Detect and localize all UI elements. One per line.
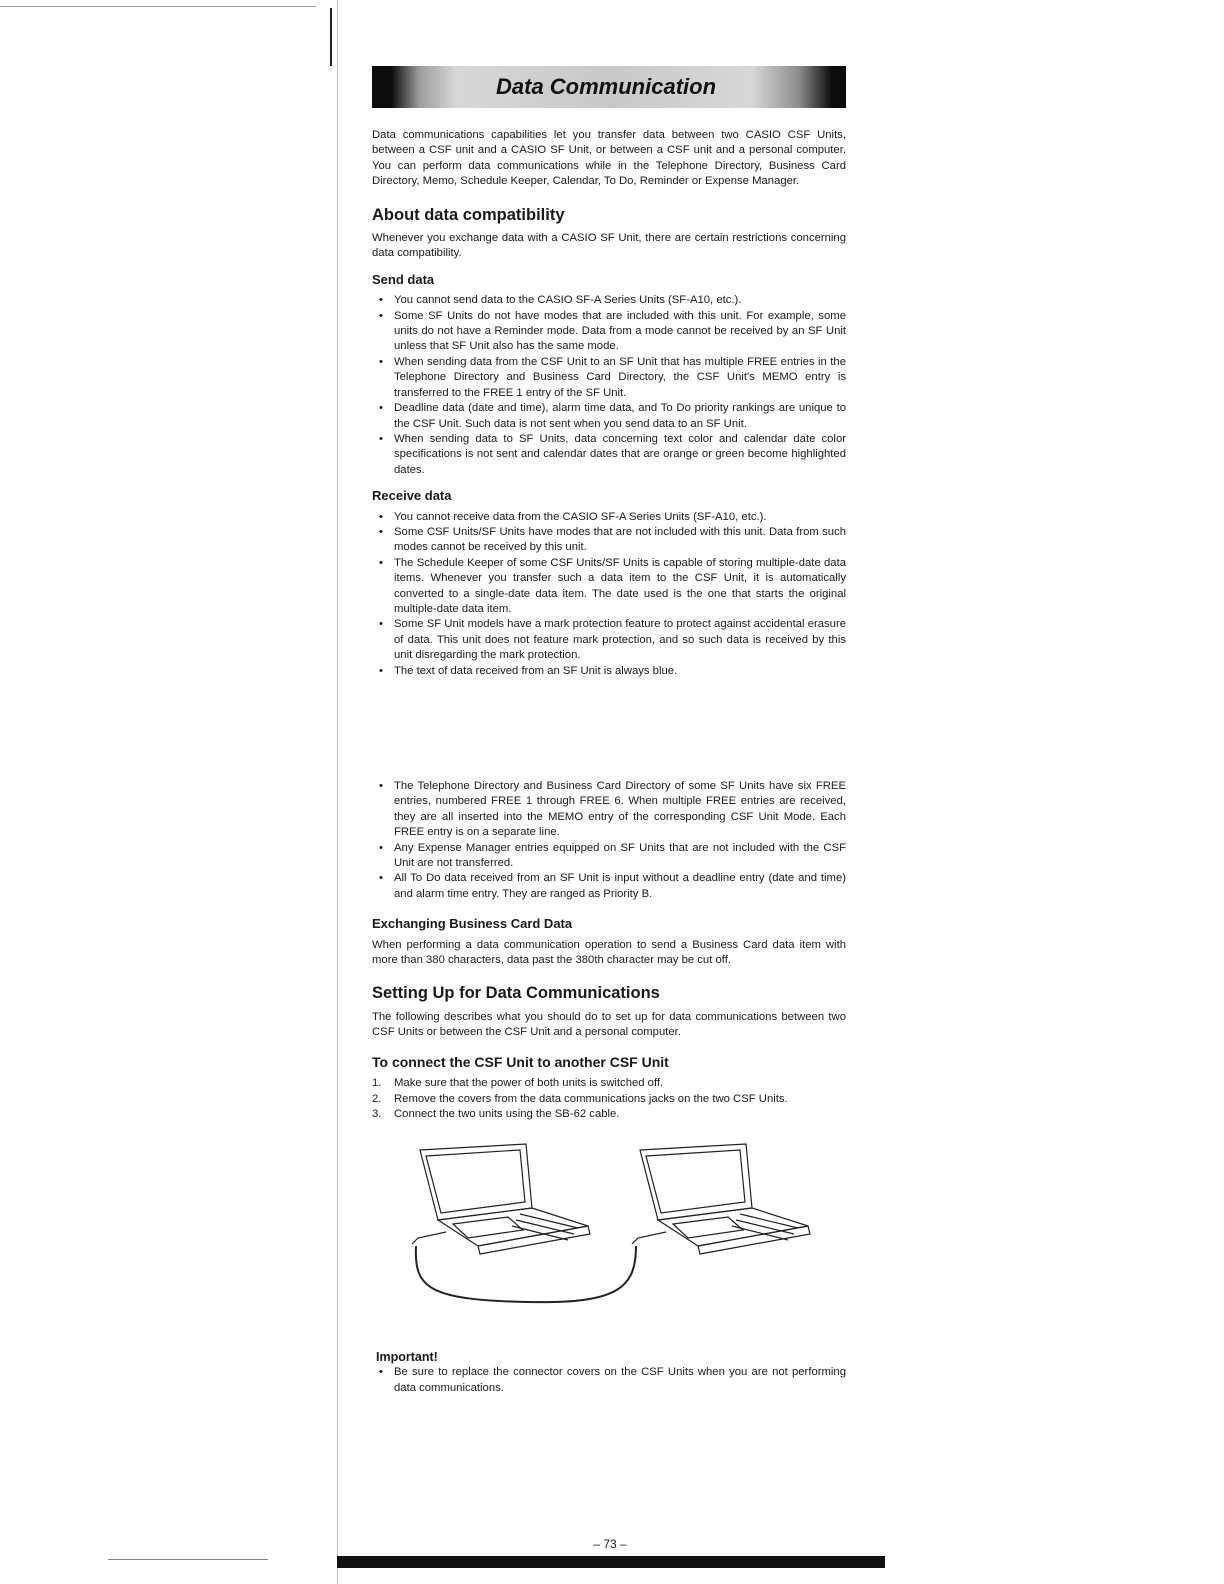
list-item: • The Telephone Directory and Business Card Directory of some SF Units have six FREE entries, numbered FREE 1 through FREE 6. When multiple FREE entries are received, they are all inserted into the MEMO entry of the corresponding CSF Unit Mode. Each FREE entry is on a separate line.	[372, 779, 846, 841]
send-list	[372, 293, 846, 478]
list-item: • All To Do data received from an SF Unit is input without a deadline entry (date and time) and alarm time entry. They are ranged as Priority B.	[372, 871, 846, 902]
step-item	[372, 1076, 846, 1091]
setup-heading: Setting Up for Data Communications	[372, 984, 660, 1003]
step-number: 2.	[372, 1092, 382, 1105]
step-text: Remove the covers from the data communications jacks on the two CSF Units.	[394, 1092, 788, 1105]
left-unit-drawing	[420, 1144, 590, 1254]
bottom-edge-bar	[337, 1556, 885, 1568]
list-item: • You cannot receive data from the CASIO SF-A Series Units (SF-A10, etc.).	[372, 510, 846, 525]
send-heading: Send data	[372, 271, 435, 287]
list-item: • Some CSF Units/SF Units have modes that are not included with this unit. Data from such modes cannot be received by this unit.	[372, 525, 846, 556]
step-item	[372, 1092, 846, 1107]
important-list	[372, 1365, 846, 1396]
step-number: 1.	[372, 1077, 382, 1090]
list-item: • Be sure to replace the connector covers on the CSF Units when you are not performing data communications.	[372, 1365, 846, 1396]
list-item: • Some SF Unit models have a mark protection feature to protect against accidental erasure of data. This unit does not feature mark protection, and so such data is received by this unit disregarding the mark protection.	[372, 617, 846, 663]
connect-steps	[372, 1076, 846, 1122]
list-item: • When sending data from the CSF Unit to an SF Unit that has multiple FREE entries in the Telephone Directory and Business Card Directory, the CSF Unit's MEMO entry is transferred to the FREE 1 entry of the SF Unit.	[372, 355, 846, 401]
right-unit-drawing	[640, 1144, 810, 1254]
important-title: Important!	[376, 1349, 438, 1364]
step-text: Make sure that the power of both units is switched off.	[394, 1077, 664, 1090]
compat-heading: About data compatibility	[372, 205, 565, 224]
step-item	[372, 1107, 846, 1122]
title-banner	[372, 66, 846, 108]
business-text: When performing a data communication operation to send a Business Card data item with more than 380 characters, data past the 380th character may be cut off.	[372, 938, 846, 967]
list-item: • The text of data received from an SF Unit is always blue.	[372, 664, 846, 679]
list-item: • Some SF Units do not have modes that are included with this unit. For example, some units do not have a Reminder mode. Data from a mode cannot be received by an SF Unit unless that SF Unit also has the same mode.	[372, 309, 846, 355]
scan-top-line	[0, 6, 316, 7]
intro-paragraph: Data communications capabilities let you transfer data between two CASIO CSF Units, between a CSF unit and a CASIO SF Unit, or between a CSF unit and a personal computer. You can perform data communications while in the Telephone Directory, Business Card Directory, Memo, Schedule Keeper, Calendar, To Do, Reminder or Expense Manager.	[372, 129, 846, 188]
list-item: • You cannot send data to the CASIO SF-A Series Units (SF-A10, etc.).	[372, 293, 846, 308]
business-heading: Exchanging Business Card Data	[372, 916, 573, 932]
blank-gap	[372, 679, 846, 779]
list-item: • The Schedule Keeper of some CSF Units/SF Units is capable of storing multiple-date data items. Whenever you transfer such a data item to the CSF Unit, it is automatically converted to a single-date data item. The date used is the one that starts the original multiple-date data item.	[372, 556, 846, 618]
page-number: – 73 –	[593, 1537, 627, 1551]
receive-heading: Receive data	[372, 488, 452, 504]
list-item: • Deadline data (date and time), alarm time data, and To Do priority rankings are unique to the CSF Unit. Such data is not sent when you send data to an SF Unit.	[372, 401, 846, 432]
setup-text: The following describes what you should do to set up for data communications between two CSF Units or between the CSF Unit and a personal computer.	[372, 1010, 846, 1039]
two-units-connected-illustration	[408, 1138, 828, 1318]
step-number: 3.	[372, 1107, 382, 1120]
page-edge-line	[337, 0, 338, 1584]
compat-text: Whenever you exchange data with a CASIO SF Unit, there are certain restrictions concerning data compatibility.	[372, 232, 846, 260]
scan-blue-line	[108, 1559, 268, 1560]
page-title: Data Communication	[496, 74, 717, 99]
receive-list	[372, 510, 846, 679]
connect-heading: To connect the CSF Unit to another CSF Unit	[372, 1053, 669, 1070]
step-text: Connect the two units using the SB-62 cable.	[394, 1107, 620, 1120]
list-item: • Any Expense Manager entries equipped on SF Units that are not included with the CSF Unit are not transferred.	[372, 841, 846, 872]
page-content	[372, 128, 846, 1396]
receive-list-continued	[372, 779, 846, 902]
list-item: • When sending data to SF Units, data concerning text color and calendar date color specifications is not sent and calendar dates that are orange or green become highlighted dates.	[372, 432, 846, 478]
binding-mark	[330, 8, 332, 66]
